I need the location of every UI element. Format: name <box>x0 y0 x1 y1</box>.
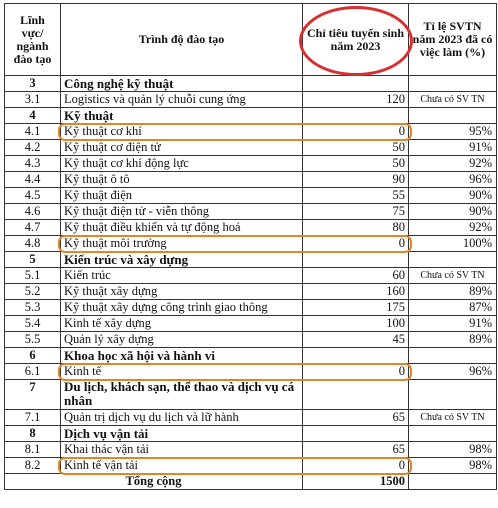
employment-rate: 95% <box>409 124 497 140</box>
program-code: 5.2 <box>5 284 61 300</box>
group-code: 3 <box>5 76 61 92</box>
total-label: Tổng cộng <box>5 474 303 490</box>
group-code: 7 <box>5 380 61 410</box>
program-quota: 55 <box>303 188 409 204</box>
employment-rate: 89% <box>409 284 497 300</box>
program-name: Logistics và quản lý chuỗi cung ứng <box>61 92 303 108</box>
employment-rate: 96% <box>409 172 497 188</box>
employment-rate: 100% <box>409 236 497 252</box>
group-code: 6 <box>5 348 61 364</box>
program-row <box>5 156 497 172</box>
program-row <box>5 188 497 204</box>
program-code: 4.7 <box>5 220 61 236</box>
group-row <box>5 108 497 124</box>
employment-rate: 92% <box>409 156 497 172</box>
group-empty-quota <box>303 426 409 442</box>
program-name: Kỹ thuật điện tử - viễn thông <box>61 204 303 220</box>
employment-rate: 98% <box>409 458 497 474</box>
group-empty-quota <box>303 348 409 364</box>
program-row <box>5 140 497 156</box>
enrollment-table <box>4 3 497 490</box>
program-name: Kỹ thuật môi trường <box>61 236 303 252</box>
group-empty-quota <box>303 380 409 410</box>
program-code: 8.1 <box>5 442 61 458</box>
group-title: Kỹ thuật <box>61 108 303 124</box>
program-quota: 0 <box>303 124 409 140</box>
program-row <box>5 458 497 474</box>
program-row <box>5 172 497 188</box>
program-code: 5.4 <box>5 316 61 332</box>
program-code: 4.5 <box>5 188 61 204</box>
program-name: Quản lý xây dựng <box>61 332 303 348</box>
group-row <box>5 426 497 442</box>
program-quota: 0 <box>303 458 409 474</box>
group-empty-quota <box>303 108 409 124</box>
group-empty-rate <box>409 348 497 364</box>
program-name: Kiến trúc <box>61 268 303 284</box>
program-row <box>5 220 497 236</box>
group-row <box>5 76 497 92</box>
program-quota: 0 <box>303 364 409 380</box>
program-quota: 65 <box>303 410 409 426</box>
program-name: Kỹ thuật xây dựng công trình giao thông <box>61 300 303 316</box>
program-code: 4.4 <box>5 172 61 188</box>
employment-rate: 90% <box>409 204 497 220</box>
group-code: 5 <box>5 252 61 268</box>
employment-rate: 89% <box>409 332 497 348</box>
program-code: 4.2 <box>5 140 61 156</box>
group-empty-rate <box>409 426 497 442</box>
header-field: Lĩnh vực/ ngành đào tạo <box>5 4 61 76</box>
program-row <box>5 410 497 426</box>
employment-rate: 91% <box>409 140 497 156</box>
program-quota: 120 <box>303 92 409 108</box>
enrollment-table-container <box>4 3 496 490</box>
employment-rate: Chưa có SV TN <box>409 410 497 426</box>
program-code: 5.1 <box>5 268 61 284</box>
group-empty-rate <box>409 76 497 92</box>
header-employment: Tỉ lệ SVTN năm 2023 đã có việc làm (%) <box>409 4 497 76</box>
program-row <box>5 92 497 108</box>
group-empty-quota <box>303 252 409 268</box>
program-code: 7.1 <box>5 410 61 426</box>
group-empty-rate <box>409 380 497 410</box>
program-quota: 160 <box>303 284 409 300</box>
program-code: 4.1 <box>5 124 61 140</box>
program-name: Kỹ thuật điều khiển và tự động hoá <box>61 220 303 236</box>
program-code: 4.8 <box>5 236 61 252</box>
program-row <box>5 204 497 220</box>
program-quota: 100 <box>303 316 409 332</box>
header-quota: Chỉ tiêu tuyển sinh năm 2023 <box>303 4 409 76</box>
group-title: Du lịch, khách sạn, thể thao và dịch vụ cá nhân <box>61 380 303 410</box>
program-row <box>5 332 497 348</box>
table-body <box>5 76 497 474</box>
program-row <box>5 268 497 284</box>
program-row <box>5 124 497 140</box>
program-row <box>5 316 497 332</box>
header-row <box>5 4 497 76</box>
program-name: Kỹ thuật cơ điện tử <box>61 140 303 156</box>
program-code: 5.5 <box>5 332 61 348</box>
program-row <box>5 442 497 458</box>
program-quota: 75 <box>303 204 409 220</box>
employment-rate: 92% <box>409 220 497 236</box>
program-code: 4.6 <box>5 204 61 220</box>
total-row <box>5 474 497 490</box>
group-title: Dịch vụ vận tải <box>61 426 303 442</box>
program-name: Kinh tế vận tải <box>61 458 303 474</box>
employment-rate: Chưa có SV TN <box>409 268 497 284</box>
program-code: 8.2 <box>5 458 61 474</box>
program-name: Quản trị dịch vụ du lịch và lữ hành <box>61 410 303 426</box>
program-quota: 45 <box>303 332 409 348</box>
group-title: Kiến trúc và xây dựng <box>61 252 303 268</box>
program-name: Kỹ thuật điện <box>61 188 303 204</box>
program-quota: 50 <box>303 156 409 172</box>
employment-rate: 98% <box>409 442 497 458</box>
program-name: Kỹ thuật ô tô <box>61 172 303 188</box>
group-row <box>5 380 497 410</box>
group-empty-quota <box>303 76 409 92</box>
total-quota: 1500 <box>303 474 409 490</box>
group-row <box>5 348 497 364</box>
program-name: Kỹ thuật xây dựng <box>61 284 303 300</box>
employment-rate: 90% <box>409 188 497 204</box>
program-code: 3.1 <box>5 92 61 108</box>
group-title: Công nghệ kỹ thuật <box>61 76 303 92</box>
group-code: 4 <box>5 108 61 124</box>
group-empty-rate <box>409 108 497 124</box>
program-quota: 65 <box>303 442 409 458</box>
program-quota: 80 <box>303 220 409 236</box>
program-name: Kinh tế xây dựng <box>61 316 303 332</box>
program-row <box>5 236 497 252</box>
total-empty-cell <box>409 474 497 490</box>
program-name: Kỹ thuật cơ khí <box>61 124 303 140</box>
program-row <box>5 364 497 380</box>
program-quota: 50 <box>303 140 409 156</box>
employment-rate: 91% <box>409 316 497 332</box>
program-code: 4.3 <box>5 156 61 172</box>
program-row <box>5 284 497 300</box>
employment-rate: 96% <box>409 364 497 380</box>
program-quota: 90 <box>303 172 409 188</box>
group-empty-rate <box>409 252 497 268</box>
program-quota: 60 <box>303 268 409 284</box>
program-quota: 175 <box>303 300 409 316</box>
group-title: Khoa học xã hội và hành vi <box>61 348 303 364</box>
employment-rate: Chưa có SV TN <box>409 92 497 108</box>
program-name: Kinh tế <box>61 364 303 380</box>
program-code: 6.1 <box>5 364 61 380</box>
employment-rate: 87% <box>409 300 497 316</box>
program-code: 5.3 <box>5 300 61 316</box>
group-row <box>5 252 497 268</box>
header-program: Trình độ đào tạo <box>61 4 303 76</box>
program-name: Kỹ thuật cơ khí động lực <box>61 156 303 172</box>
group-code: 8 <box>5 426 61 442</box>
program-row <box>5 300 497 316</box>
program-quota: 0 <box>303 236 409 252</box>
program-name: Khai thác vận tải <box>61 442 303 458</box>
